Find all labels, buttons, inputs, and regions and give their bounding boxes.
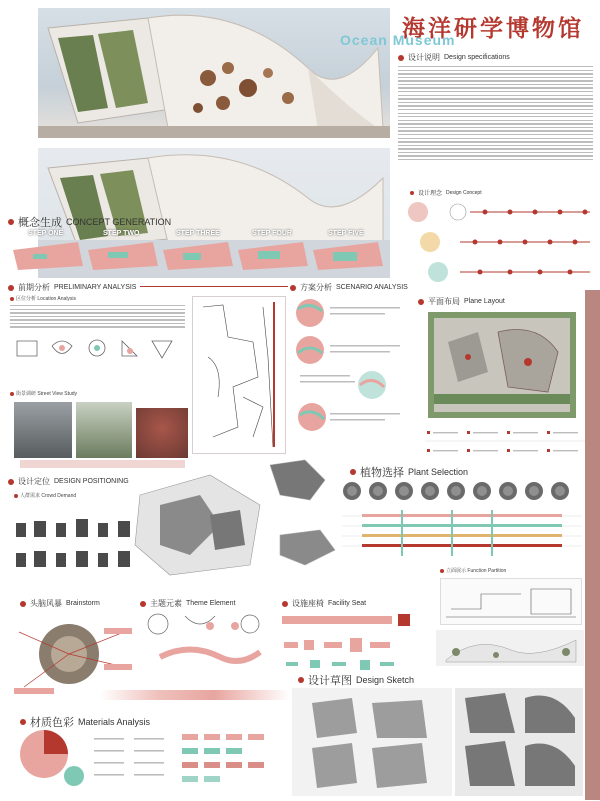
bullet-icon (282, 601, 288, 607)
design-spec-text (398, 66, 593, 163)
design-concept-header: 设计理念 Design Concept (410, 188, 482, 197)
street-view-title: 街景调研 Street View Study (10, 390, 77, 397)
crowd-demand-graphic (14, 515, 134, 585)
design-positioning-header: 设计定位 DESIGN POSITIONING (8, 476, 129, 487)
site-map-lines (192, 296, 286, 454)
sketch-renders-graphic (455, 688, 583, 796)
bullet-icon (410, 191, 414, 195)
positioning-model (130, 455, 340, 585)
step-three-label: STEP THREE (176, 230, 220, 237)
facility-seat-header: 设施座椅 Facility Seat (282, 598, 366, 609)
function-partition-section (436, 630, 584, 666)
materials-graphic (14, 728, 284, 792)
concept-generation-header: 概念生成 CONCEPT GENERATION (8, 214, 171, 230)
materials-header: 材质色彩 Materials Analysis (20, 714, 150, 730)
section-graphic (436, 630, 584, 666)
preliminary-divider (140, 286, 288, 287)
plane-layout-graphic (428, 312, 576, 418)
bullet-icon (140, 601, 146, 607)
design-sketch-panel-right (455, 688, 583, 796)
bullet-icon (440, 569, 444, 573)
plant-schedule-graphic (342, 508, 582, 558)
street-photo-3 (136, 408, 188, 458)
plane-layout-header: 平面布局 Plane Layout (418, 296, 505, 307)
function-partition-title: 立面展示 Function Partition (440, 567, 506, 574)
plane-layout-legend (425, 425, 585, 465)
location-analysis-title: 区位分析 Location Analysis (10, 295, 76, 302)
bullet-icon (418, 299, 424, 305)
design-spec-header: 设计说明 Design specifications (398, 52, 510, 63)
design-sketch-header: 设计草图 Design Sketch (298, 672, 414, 688)
preliminary-analysis-header: 前期分析 PRELIMINARY ANALYSIS (8, 282, 136, 293)
plant-selection-header: 植物选择 Plant Selection (350, 464, 468, 480)
positioning-model-graphic (130, 455, 340, 585)
plant-schedule-chart (342, 508, 582, 558)
function-partition-elevation (440, 578, 582, 625)
bullet-icon (8, 479, 14, 485)
sketch-blocks-graphic (292, 688, 452, 796)
scenario-diagrams (290, 295, 410, 435)
bullet-icon (20, 601, 26, 607)
theme-element-header: 主题元素 Theme Element (140, 598, 235, 609)
plant-thumbnails-graphic (342, 480, 582, 502)
design-concept-diagram (400, 196, 595, 286)
concept-timeline-chart (400, 196, 595, 286)
theme-element-graphic (140, 612, 275, 682)
scenario-analysis-header: 方案分析 SCENARIO ANALYSIS (290, 282, 408, 293)
location-analysis-text (10, 305, 185, 330)
legend-graphic (425, 425, 585, 465)
page-title: 海洋研学博物馆 (402, 15, 584, 42)
brainstorm-header: 头脑风暴 Brainstorm (20, 598, 100, 609)
street-photo-1 (14, 402, 72, 458)
theme-element-sketches (140, 612, 275, 682)
step-four-label: STEP FOUR (252, 230, 292, 237)
scenario-diagram-graphic (290, 295, 410, 435)
right-accent-panel (585, 290, 600, 800)
design-sketch-panel-left (292, 688, 452, 796)
location-icons-graphic (12, 336, 187, 366)
bullet-icon (10, 297, 14, 301)
bullet-icon (20, 719, 26, 725)
plane-layout-map (428, 312, 576, 418)
hero-building-illustration (38, 8, 390, 138)
brainstorm-map (14, 612, 134, 696)
brainstorm-graphic (14, 612, 134, 696)
bullet-icon (298, 677, 304, 683)
elevation-lines-graphic (441, 579, 581, 624)
plant-thumbnails (342, 480, 582, 502)
crowd-demand-figures (14, 515, 134, 585)
materials-swatches (14, 728, 284, 792)
site-map-sketch (193, 297, 285, 453)
step-two-label: STEP TWO (103, 230, 140, 237)
hero-render-top (38, 8, 390, 138)
street-view-photos (14, 402, 189, 458)
step-five-label: STEP FIVE (328, 230, 364, 237)
location-analysis-icons (12, 336, 187, 366)
bullet-icon (10, 392, 14, 396)
page-subtitle: Ocean Museum (340, 32, 456, 48)
brainstorm-floor-band (100, 690, 290, 700)
step-one-label: STEP ONE (28, 230, 64, 237)
crowd-demand-title: 人群需求 Crowd Demand (14, 492, 76, 499)
bullet-icon (350, 469, 356, 475)
bullet-icon (8, 219, 14, 225)
bullet-icon (290, 285, 296, 291)
street-photo-2 (76, 402, 132, 458)
concept-steps (8, 228, 388, 274)
bullet-icon (14, 494, 18, 498)
bullet-icon (398, 55, 404, 61)
bullet-icon (8, 285, 14, 291)
